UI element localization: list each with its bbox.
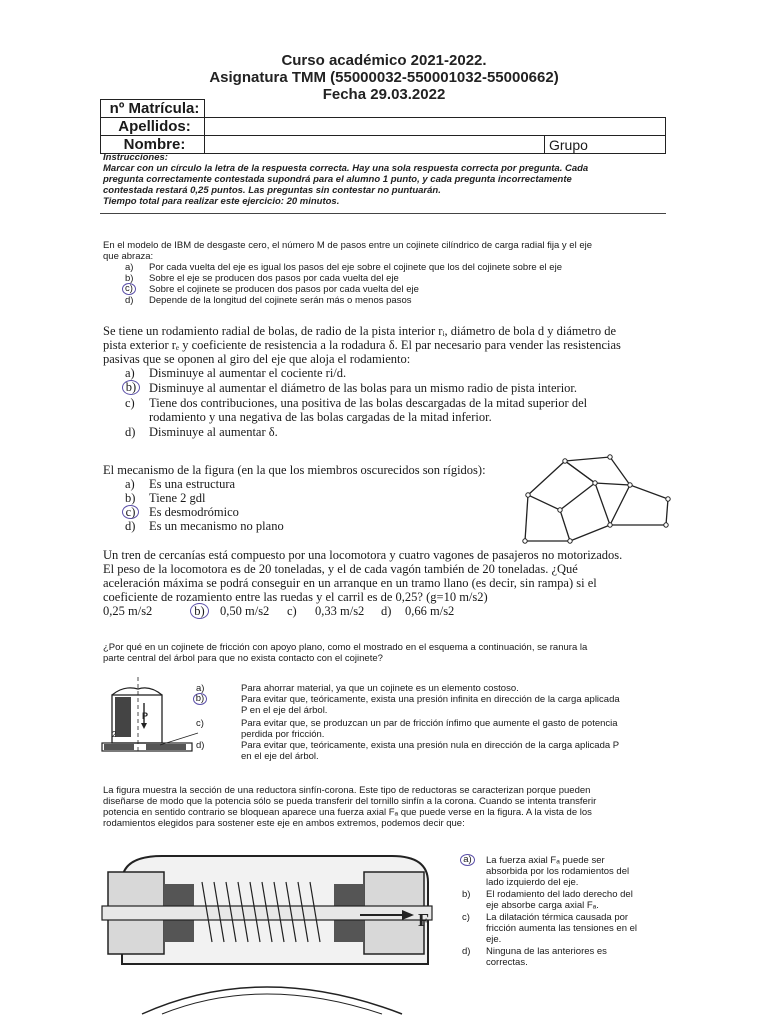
question-stem: Un tren de cercanías está compuesto por una locomotora y cuatro vagones de pasajeros no motorizados.: [103, 548, 623, 562]
question-stem: El peso de la locomotora es de 20 toneladas, y el de cada vagón también de 20 toneladas. ¿Qué: [103, 562, 578, 576]
course-year-heading: Curso académico 2021-2022.: [281, 52, 487, 69]
plain-bearing-figure: [100, 675, 200, 755]
radius-label: 2: [112, 730, 117, 739]
link-bar: [666, 499, 668, 525]
matricula-field[interactable]: [205, 100, 666, 118]
load-arrow-head: [141, 723, 147, 729]
answer-circle-mark: b): [193, 693, 207, 705]
question-3: El mecanismo de la figura (en la que los miembros oscurecidos son rígidos): a) Es una estructura b) Tiene 2 gdl c) Es desmodrómico d) Es un mecanismo no plano: [103, 463, 523, 537]
question-stem: Se tiene un rodamiento radial de bolas, de radio de la pista interior rᵢ, diámetro de bola d y diámetro de: [103, 324, 616, 338]
joint: [664, 523, 668, 527]
q4-option-d-letter: d): [381, 604, 392, 618]
link-bar: [525, 495, 528, 541]
question-stem: pasivas que se oponen al giro del eje que aloja el rodamiento:: [103, 352, 411, 366]
question-stem: parte central del árbol para que no exista contacto con el cojinete?: [103, 653, 383, 664]
joint: [666, 497, 670, 501]
worm-wheel-rim: [142, 987, 402, 1014]
apellidos-field[interactable]: [205, 118, 666, 136]
question-stem: ¿Por qué en un cojinete de fricción con apoyo plano, como el mostrado en el esquema a continuación, se ranura la: [103, 642, 588, 653]
joint: [526, 493, 530, 497]
shaft-top-edge: [112, 688, 162, 695]
q4-option-a[interactable]: 0,25 m/s2: [103, 604, 153, 618]
load-label-p: P: [142, 711, 149, 721]
question-1: En el modelo de IBM de desgaste cero, el número M de pasos entre un cojinete cilíndrico de carga radial fija y el eje que abraza: a) Por cada vuelta del eje es igual los pasos del eje sobre el cojinete que los del cojinete sobre el eje b) Sobre el eje se producen dos pasos por cada vuelta del eje c) Sobre el cojinete se producen dos pasos por cada vuelta del eje d) Depende de la longitud del cojinete serán más o menos pasos: [103, 240, 666, 308]
grupo-label: Grupo: [549, 136, 588, 153]
question-stem: diseñarse de modo que la potencia sólo se pueda transferir del tornillo sinfín a la corona. Cuando se intenta transferir: [103, 796, 597, 807]
question-4: [103, 548, 668, 620]
joint: [628, 483, 632, 487]
question-stem: aceleración máxima se podrá conseguir en un arranque en un tramo llano (es decir, sin rampa) si el: [103, 576, 597, 590]
header-divider: [100, 213, 666, 214]
nombre-label: Nombre:: [101, 136, 205, 154]
question-5: [103, 642, 666, 664]
joint: [608, 523, 612, 527]
question-2: Se tiene un rodamiento radial de bolas, de radio de la pista interior rᵢ, diámetro de bola d y diámetro de pista exterior rₑ y coeficiente de resistencia a la rodadura δ. El par necesario para vender las resistencias pasivas que se oponen al giro del eje que aloja el rodamiento: a) Disminuye al aumentar el cociente ri/d. b) Disminuye al aumentar el diámetro de las bolas para un mismo radio de pista interior. c) Tiene dos contribuciones, una positiva de las bolas descargadas de la mitad superior del rodamiento y una negativa de las bolas cargadas de la mitad inferior. d) Disminuye al aumentar δ.: [103, 324, 668, 442]
question-stem: rodamientos elegidos para sostener este eje en ambos extremos, podemos decir que:: [103, 818, 465, 829]
q4-option-d[interactable]: 0,66 m/s2: [405, 604, 455, 618]
link-bar: [570, 525, 610, 541]
joint: [593, 481, 597, 485]
force-label-f: F: [418, 910, 429, 930]
nombre-field[interactable]: [205, 136, 545, 154]
rigid-link-left: [528, 461, 595, 510]
question-stem: coeficiente de rozamiento entre las ruedas y el carril es de 0,25? (g=10 m/s2): [103, 590, 488, 604]
apellidos-label: Apellidos:: [101, 118, 205, 136]
instructions-line: pregunta correctamente contestada supondrá para el alumno 1 punto, y cada pregunta incorrectamente: [103, 174, 572, 185]
q4-option-b[interactable]: 0,50 m/s2: [220, 604, 270, 618]
question-stem: En el modelo de IBM de desgaste cero, el número M de pasos entre un cojinete cilíndrico de carga radial fija y el eje: [103, 240, 592, 251]
question-stem: pista exterior rₑ y coeficiente de resistencia a la rodadura δ. El par necesario para vender las resistencias: [103, 338, 621, 352]
instructions-line: Marcar con un círculo la letra de la respuesta correcta. Hay una sola respuesta correcta por pregunta. Cada: [103, 163, 589, 174]
subject-heading: Asignatura TMM (55000032-550001032-55000662): [209, 69, 559, 86]
instructions-block: [103, 152, 666, 207]
instructions-line: contestada restará 0,25 puntos. Las preguntas sin contestar no puntuarán.: [103, 185, 441, 196]
date-heading: Fecha 29.03.2022: [322, 86, 446, 103]
student-id-table: [100, 99, 666, 154]
matricula-label: nº Matrícula:: [101, 100, 205, 118]
joint: [563, 459, 567, 463]
joint: [568, 539, 572, 543]
worm-gear-reducer-figure: [102, 842, 447, 1014]
bearing-hatch-right: [146, 744, 186, 750]
q4-option-c-letter: c): [287, 604, 297, 618]
answer-circle-mark: c): [122, 505, 139, 519]
instructions-line: Tiempo total para realizar este ejercicio: 20 minutos.: [103, 196, 340, 207]
answer-circle-mark: a): [460, 854, 475, 866]
link-bar: [595, 483, 610, 525]
shaft-hatch-left: [115, 697, 131, 737]
question-6: [103, 785, 668, 829]
rigid-link-top: [565, 457, 630, 485]
answer-circle-mark: b): [122, 380, 140, 395]
q4-option-c[interactable]: 0,33 m/s2: [315, 604, 365, 618]
question-6-options: a) La fuerza axial Fₐ puede ser absorbida por los rodamientos del lado izquierdo del eje. b) El rodamiento del lado derecho del eje absorbe carga axial Fₐ. c) La dilatación térmica causada por fricción aumenta las tensiones en el eje. d) Ninguna de las anteriores es correctas.: [462, 854, 638, 968]
answer-circle-mark[interactable]: b): [190, 603, 209, 619]
link-bar: [560, 510, 570, 541]
answer-circle-mark: c): [122, 283, 136, 295]
link-bar: [610, 485, 630, 525]
question-stem: potencia en sentido contrario se bloquean aparece una fuerza axial Fₐ que puede verse en la figura. A la vista de los: [103, 807, 592, 818]
joint: [558, 508, 562, 512]
question-5-options: a) Para ahorrar material, ya que un cojinete es un elemento costoso. b) Para evitar que, teóricamente, exista una presión infinita en dirección de la carga aplicada P en el eje del árbol. c) Para evitar que, se produzcan un par de fricción ínfimo que aumente el gasto de potencia perdida por fricción. d) Para evitar que, teóricamente, exista una presión nula en dirección de la carga aplicada P en el eje del árbol.: [196, 683, 666, 763]
joint: [523, 539, 527, 543]
question-stem: El mecanismo de la figura (en la que los miembros oscurecidos son rígidos):: [103, 463, 486, 477]
instructions-title: Instrucciones:: [103, 152, 168, 163]
grupo-field[interactable]: [545, 136, 666, 154]
mechanism-figure: [520, 455, 670, 545]
link-bar: [630, 485, 668, 499]
bearing-hatch-left: [104, 744, 134, 750]
question-stem: que abraza:: [103, 251, 154, 262]
joint: [608, 455, 612, 459]
question-stem: La figura muestra la sección de una reductora sinfín-corona. Este tipo de reductoras se caracterizan porque pueden: [103, 785, 591, 796]
